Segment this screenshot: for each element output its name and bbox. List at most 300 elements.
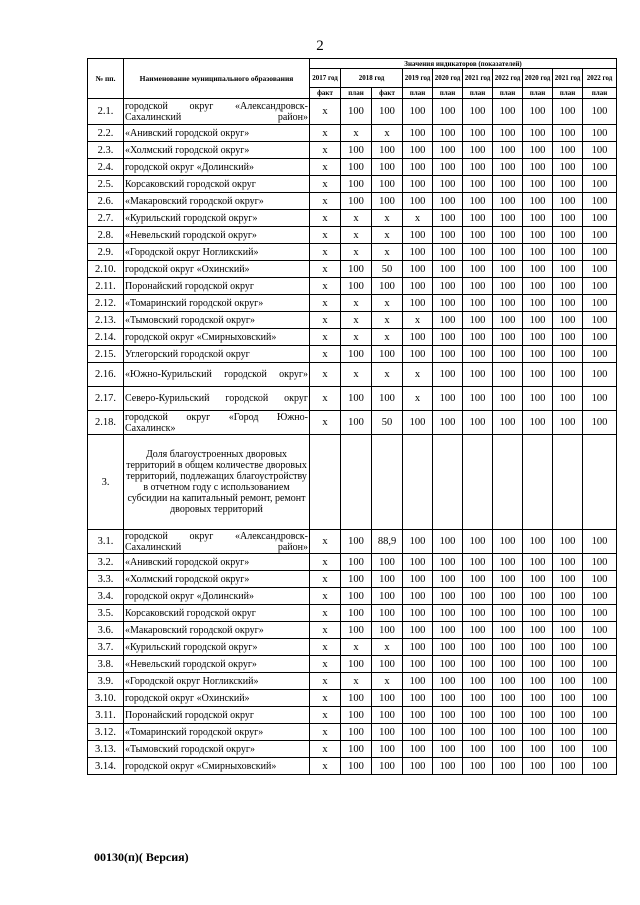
indicator-value: 100	[493, 387, 523, 411]
indicator-value: x	[341, 363, 372, 387]
indicator-value: 100	[493, 99, 523, 125]
municipality-name: «Томаринский городской округ»	[124, 724, 310, 741]
indicator-value: 100	[433, 142, 463, 159]
indicator-value: 100	[463, 227, 493, 244]
municipality-name: «Курильский городской округ»	[124, 210, 310, 227]
indicator-value: x	[372, 329, 403, 346]
indicator-value: 100	[523, 554, 553, 571]
municipality-name: городской округ «Смирныховский»	[124, 758, 310, 775]
indicator-value: 100	[553, 741, 583, 758]
indicator-value: 100	[433, 690, 463, 707]
municipality-name: Корсаковский городской округ	[124, 176, 310, 193]
table-row	[88, 530, 617, 554]
header-year: 2022 год	[493, 69, 523, 88]
indicator-value: 100	[403, 227, 433, 244]
indicator-value: 100	[403, 741, 433, 758]
indicator-value: 100	[553, 210, 583, 227]
indicator-value: 100	[341, 758, 372, 775]
indicator-value: 100	[523, 278, 553, 295]
indicator-value: 100	[341, 387, 372, 411]
table-row	[88, 244, 617, 261]
indicator-value: 100	[433, 656, 463, 673]
indicator-value: 100	[583, 244, 617, 261]
table-row	[88, 210, 617, 227]
indicator-value: 100	[341, 605, 372, 622]
table-header	[88, 59, 617, 99]
indicator-value: x	[310, 176, 341, 193]
indicator-value: 100	[493, 346, 523, 363]
table-row	[88, 363, 617, 387]
indicator-value: 100	[463, 690, 493, 707]
header-sub: план	[341, 88, 372, 99]
table-row	[88, 622, 617, 639]
indicator-value: 100	[463, 588, 493, 605]
indicator-value: 100	[583, 346, 617, 363]
header-sub: план	[523, 88, 553, 99]
indicator-value: 100	[523, 346, 553, 363]
indicator-value: 100	[372, 142, 403, 159]
table-row	[88, 227, 617, 244]
indicator-value: 100	[403, 142, 433, 159]
indicator-value: 100	[493, 363, 523, 387]
municipality-name: «Холмский городской округ»	[124, 142, 310, 159]
indicator-value: 100	[493, 244, 523, 261]
indicator-value: 100	[433, 193, 463, 210]
indicator-value: 100	[463, 605, 493, 622]
indicator-value: x	[310, 724, 341, 741]
indicator-value: 100	[403, 278, 433, 295]
indicator-value: 100	[553, 622, 583, 639]
header-sub: план	[583, 88, 617, 99]
indicator-value: 100	[523, 261, 553, 278]
indicator-value: 100	[523, 758, 553, 775]
indicator-value: 100	[433, 707, 463, 724]
indicator-value: x	[310, 605, 341, 622]
indicator-value: 100	[372, 176, 403, 193]
row-number: 3.11.	[88, 707, 124, 724]
indicator-value: 100	[403, 193, 433, 210]
row-number: 2.9.	[88, 244, 124, 261]
indicator-value: 100	[553, 656, 583, 673]
table-row	[88, 639, 617, 656]
indicator-value: 100	[553, 530, 583, 554]
row-number: 2.4.	[88, 159, 124, 176]
row-number: 3.10.	[88, 690, 124, 707]
municipality-name: «Невельский городской округ»	[124, 656, 310, 673]
indicator-value: 100	[553, 411, 583, 435]
indicator-value: 100	[583, 295, 617, 312]
indicator-value: 100	[463, 329, 493, 346]
indicator-value: x	[310, 329, 341, 346]
indicator-value: 100	[553, 588, 583, 605]
municipality-name: «Городской округ Ногликский»	[124, 244, 310, 261]
indicator-value: 100	[583, 571, 617, 588]
indicator-value: 100	[493, 673, 523, 690]
indicator-value: 100	[463, 673, 493, 690]
indicator-value: x	[310, 193, 341, 210]
municipality-name: городской округ «Долинский»	[124, 588, 310, 605]
indicator-value: x	[403, 387, 433, 411]
row-number: 2.6.	[88, 193, 124, 210]
row-number: 3.8.	[88, 656, 124, 673]
header-name: Наименование муниципального образования	[124, 59, 310, 99]
municipality-name: Углегорский городской округ	[124, 346, 310, 363]
municipality-name: городской округ «Город Южно-Сахалинск»	[125, 411, 308, 434]
indicator-value: 100	[583, 605, 617, 622]
indicator-value: 100	[463, 530, 493, 554]
indicator-value: 100	[493, 571, 523, 588]
row-number: 3.1.	[88, 530, 124, 554]
indicator-value: 100	[553, 758, 583, 775]
header-sub: план	[403, 88, 433, 99]
indicator-value: x	[372, 639, 403, 656]
indicator-value: x	[310, 312, 341, 329]
header-sub: факт	[310, 88, 341, 99]
indicator-value: 100	[403, 605, 433, 622]
indicator-value: 100	[433, 588, 463, 605]
table-row	[88, 261, 617, 278]
table-row	[88, 690, 617, 707]
indicator-value: 100	[583, 142, 617, 159]
municipality-name: «Томаринский городской округ»	[124, 295, 310, 312]
indicator-value: 100	[372, 724, 403, 741]
indicator-value: x	[310, 673, 341, 690]
indicator-value: 100	[372, 741, 403, 758]
indicator-value: 100	[523, 639, 553, 656]
header-sub: план	[463, 88, 493, 99]
indicator-value: 100	[463, 312, 493, 329]
indicator-value: x	[310, 363, 341, 387]
indicator-value: 100	[523, 295, 553, 312]
indicator-value: 100	[583, 99, 617, 125]
indicator-value: 100	[463, 176, 493, 193]
indicator-value: 100	[523, 125, 553, 142]
indicator-value: 100	[583, 387, 617, 411]
indicator-value: 100	[433, 329, 463, 346]
table-row	[88, 329, 617, 346]
header-year: 2021 год	[553, 69, 583, 88]
indicator-value: 100	[403, 530, 433, 554]
table-row	[88, 673, 617, 690]
indicator-value: 100	[493, 125, 523, 142]
row-number: 2.7.	[88, 210, 124, 227]
indicator-value: 100	[341, 571, 372, 588]
table-row	[88, 176, 617, 193]
row-number: 2.16.	[88, 363, 124, 387]
indicator-value: 100	[463, 707, 493, 724]
indicator-value: 100	[372, 758, 403, 775]
indicator-value: 100	[341, 142, 372, 159]
indicator-value: 100	[523, 387, 553, 411]
indicator-value: 100	[403, 176, 433, 193]
indicator-value: 100	[523, 656, 553, 673]
indicator-value: 100	[433, 571, 463, 588]
indicator-value: 100	[463, 278, 493, 295]
indicator-value: x	[372, 244, 403, 261]
indicator-value: 100	[523, 690, 553, 707]
indicator-value: 100	[403, 346, 433, 363]
indicator-value: 100	[433, 554, 463, 571]
indicator-value: 100	[372, 278, 403, 295]
indicator-value: 100	[553, 571, 583, 588]
municipality-name: «Холмский городской округ»	[124, 571, 310, 588]
indicator-value: 100	[523, 588, 553, 605]
indicator-value: 100	[493, 588, 523, 605]
indicator-value: 100	[372, 588, 403, 605]
indicator-value: 100	[583, 278, 617, 295]
indicator-value: x	[310, 690, 341, 707]
municipality-name: «Курильский городской округ»	[124, 639, 310, 656]
indicator-value: 100	[583, 673, 617, 690]
indicator-table	[87, 58, 617, 775]
indicator-value: 100	[523, 724, 553, 741]
indicator-value: 100	[523, 244, 553, 261]
indicator-value: 100	[523, 329, 553, 346]
indicator-value: x	[341, 210, 372, 227]
indicator-value	[523, 435, 553, 530]
municipality-name: «Южно-Курильский городской округ»	[124, 363, 310, 387]
indicator-value: x	[310, 622, 341, 639]
table-row	[88, 312, 617, 329]
indicator-value: x	[341, 312, 372, 329]
indicator-value: x	[310, 387, 341, 411]
row-number: 2.17.	[88, 387, 124, 411]
row-number: 2.2.	[88, 125, 124, 142]
municipality-name: Северо-Курильский городской округ	[124, 387, 310, 411]
indicator-value: 100	[372, 707, 403, 724]
indicator-value: 100	[463, 363, 493, 387]
indicator-value: 100	[433, 622, 463, 639]
indicator-value: 100	[493, 159, 523, 176]
indicator-value	[553, 435, 583, 530]
indicator-value: 100	[553, 99, 583, 125]
indicator-value: 100	[463, 411, 493, 435]
table-row	[88, 346, 617, 363]
indicator-value: 100	[553, 363, 583, 387]
indicator-value: x	[341, 227, 372, 244]
indicator-value: 100	[433, 530, 463, 554]
indicator-value: 100	[341, 707, 372, 724]
indicator-value: 100	[403, 656, 433, 673]
indicator-value: 100	[341, 724, 372, 741]
row-number: 2.5.	[88, 176, 124, 193]
indicator-value: 100	[341, 656, 372, 673]
table-row	[88, 125, 617, 142]
indicator-value: 100	[583, 656, 617, 673]
header-no: № пп.	[88, 59, 124, 99]
municipality-name: «Тымовский городской округ»	[124, 741, 310, 758]
indicator-value: 100	[433, 363, 463, 387]
table-row	[88, 99, 617, 125]
indicator-value: 100	[493, 690, 523, 707]
table-row	[88, 159, 617, 176]
table-row	[88, 193, 617, 210]
indicator-value: 100	[523, 142, 553, 159]
indicator-value: 100	[403, 571, 433, 588]
indicator-value: 100	[372, 622, 403, 639]
indicator-value: 100	[553, 295, 583, 312]
table-row	[88, 435, 617, 530]
municipality-name: «Анивский городской округ»	[124, 125, 310, 142]
table-row	[88, 656, 617, 673]
indicator-value: 100	[463, 125, 493, 142]
indicator-value: x	[310, 261, 341, 278]
indicator-value: 100	[403, 639, 433, 656]
row-number: 2.14.	[88, 329, 124, 346]
indicator-value: 100	[493, 227, 523, 244]
indicator-value: 100	[523, 571, 553, 588]
indicator-value: 100	[463, 142, 493, 159]
indicator-value: x	[372, 312, 403, 329]
indicator-value: 100	[463, 210, 493, 227]
indicator-value	[310, 435, 341, 530]
indicator-value	[433, 435, 463, 530]
indicator-value: 100	[523, 363, 553, 387]
indicator-value: 100	[523, 707, 553, 724]
municipality-name: «Макаровский городской округ»	[124, 622, 310, 639]
indicator-value: 100	[553, 605, 583, 622]
municipality-name: городской округ «Долинский»	[124, 159, 310, 176]
indicator-value: 100	[403, 411, 433, 435]
indicator-value: 100	[433, 758, 463, 775]
indicator-value: 100	[403, 707, 433, 724]
indicator-value: 100	[553, 176, 583, 193]
municipality-name: «Невельский городской округ»	[124, 227, 310, 244]
indicator-value: 100	[372, 387, 403, 411]
indicator-value: 100	[553, 244, 583, 261]
indicator-value	[403, 435, 433, 530]
indicator-value: 100	[463, 159, 493, 176]
document-code: 00130(п)( Версия)	[94, 850, 189, 864]
indicator-value: 100	[372, 159, 403, 176]
indicator-value: x	[403, 363, 433, 387]
indicator-value: x	[310, 411, 341, 435]
indicator-value: x	[403, 312, 433, 329]
indicator-value: x	[341, 329, 372, 346]
indicator-value: x	[310, 99, 341, 125]
indicator-value: 100	[493, 724, 523, 741]
municipality-name: Поронайский городской округ	[124, 707, 310, 724]
indicator-value: 100	[583, 741, 617, 758]
indicator-value: 100	[523, 159, 553, 176]
indicator-value: 100	[463, 571, 493, 588]
indicator-value: 100	[341, 530, 372, 554]
municipality-name: «Анивский городской округ»	[124, 554, 310, 571]
indicator-value: 100	[583, 159, 617, 176]
indicator-value: 100	[553, 724, 583, 741]
table-row	[88, 741, 617, 758]
row-number: 2.18.	[88, 411, 124, 435]
indicator-value: 100	[433, 673, 463, 690]
indicator-value: 100	[553, 312, 583, 329]
indicator-value: 100	[341, 176, 372, 193]
indicator-value: 100	[523, 176, 553, 193]
indicator-value: 100	[553, 193, 583, 210]
indicator-value: 100	[583, 530, 617, 554]
indicator-value: 100	[341, 622, 372, 639]
indicator-value: 100	[463, 99, 493, 125]
indicator-value: 100	[553, 639, 583, 656]
indicator-value: 100	[372, 193, 403, 210]
indicator-value: 100	[523, 605, 553, 622]
indicator-value: 100	[433, 639, 463, 656]
indicator-value: 100	[403, 724, 433, 741]
indicator-value: 100	[583, 758, 617, 775]
indicator-value: 100	[433, 244, 463, 261]
indicator-value: 100	[583, 707, 617, 724]
header-year: 2019 год	[403, 69, 433, 88]
indicator-value: 100	[433, 125, 463, 142]
municipality-name: Корсаковский городской округ	[124, 605, 310, 622]
indicator-value: 100	[433, 741, 463, 758]
municipality-name: «Тымовский городской округ»	[124, 312, 310, 329]
indicator-value: x	[310, 278, 341, 295]
table-row	[88, 724, 617, 741]
indicator-value: 100	[433, 210, 463, 227]
indicator-value: 100	[493, 605, 523, 622]
indicator-value: 100	[553, 554, 583, 571]
row-number: 3.	[88, 435, 124, 530]
header-year: 2017 год	[310, 69, 341, 88]
indicator-value: 100	[341, 411, 372, 435]
indicator-value: x	[310, 741, 341, 758]
indicator-value: 100	[523, 99, 553, 125]
indicator-value: 100	[493, 261, 523, 278]
indicator-value: x	[372, 363, 403, 387]
row-number: 3.3.	[88, 571, 124, 588]
indicator-value: 100	[403, 329, 433, 346]
indicator-value: 50	[372, 261, 403, 278]
indicator-value: 100	[583, 588, 617, 605]
indicator-value: 100	[433, 724, 463, 741]
indicator-value: 100	[372, 571, 403, 588]
indicator-value: 100	[583, 193, 617, 210]
indicator-value: 100	[583, 622, 617, 639]
indicator-value: 100	[553, 387, 583, 411]
indicator-value: x	[310, 571, 341, 588]
indicator-value: 100	[553, 125, 583, 142]
indicator-value	[463, 435, 493, 530]
indicator-value: x	[310, 210, 341, 227]
table-row	[88, 278, 617, 295]
row-number: 2.1.	[88, 99, 124, 125]
indicator-value: 100	[553, 278, 583, 295]
municipality-name: городской округ «Александровск-Сахалинский район»	[125, 530, 308, 553]
header-indicator-values: Значения индикаторов (показателей)	[310, 59, 617, 69]
indicator-value: 100	[463, 758, 493, 775]
indicator-value: 100	[341, 193, 372, 210]
indicator-value: 100	[493, 554, 523, 571]
indicator-value: x	[341, 244, 372, 261]
indicator-value: 100	[403, 673, 433, 690]
indicator-value: x	[341, 125, 372, 142]
header-year: 2020 год	[523, 69, 553, 88]
row-number: 2.15.	[88, 346, 124, 363]
header-year: 2022 год	[583, 69, 617, 88]
indicator-value: 88,9	[372, 530, 403, 554]
indicator-value: 100	[463, 261, 493, 278]
indicator-value: 100	[403, 588, 433, 605]
indicator-value: 100	[583, 125, 617, 142]
indicator-value: 100	[433, 159, 463, 176]
indicator-value: 100	[341, 346, 372, 363]
indicator-value: x	[310, 554, 341, 571]
row-number: 3.9.	[88, 673, 124, 690]
row-number: 3.4.	[88, 588, 124, 605]
indicator-value: x	[341, 639, 372, 656]
indicator-value: 100	[341, 690, 372, 707]
indicator-value: 100	[403, 99, 433, 125]
